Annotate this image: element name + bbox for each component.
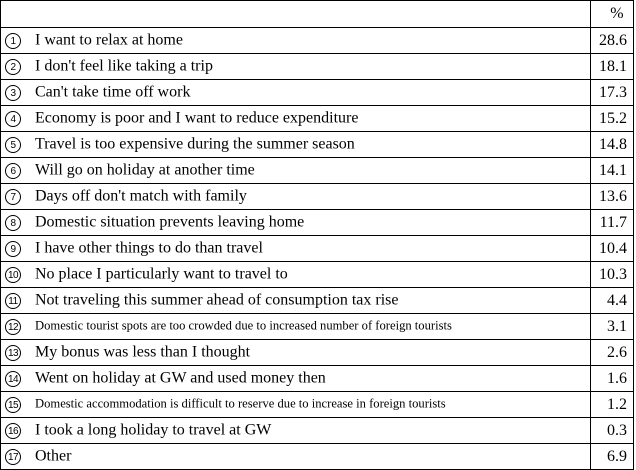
row-percent: 0.3	[590, 418, 633, 444]
row-label-cell	[1, 366, 591, 392]
table-row	[1, 158, 634, 184]
row-label: Not traveling this summer ahead of consumption tax rise	[35, 291, 399, 309]
row-percent: 2.6	[590, 340, 633, 366]
header-label-cell	[1, 1, 591, 28]
circled-number: 17	[5, 449, 21, 465]
table-row	[1, 184, 634, 210]
table-row	[1, 80, 634, 106]
row-label-cell	[1, 158, 591, 184]
row-label-cell	[1, 28, 591, 54]
row-percent: 18.1	[590, 54, 633, 80]
table-row	[1, 132, 634, 158]
row-label-cell	[1, 184, 591, 210]
table-row	[1, 444, 634, 470]
table-row	[1, 236, 634, 262]
row-label: Economy is poor and I want to reduce expenditure	[35, 109, 359, 127]
circled-number: 8	[5, 215, 21, 231]
row-percent: 14.8	[590, 132, 633, 158]
row-percent: 14.1	[590, 158, 633, 184]
table-row	[1, 366, 634, 392]
row-label: Can't take time off work	[35, 83, 191, 101]
table-row	[1, 210, 634, 236]
row-label: Domestic situation prevents leaving home	[35, 213, 305, 231]
table-row	[1, 28, 634, 54]
row-percent: 1.2	[590, 392, 633, 418]
circled-number: 4	[5, 111, 21, 127]
row-label: Days off don't match with family	[35, 187, 247, 205]
circled-number: 2	[5, 59, 21, 75]
row-label: I want to relax at home	[35, 31, 183, 49]
row-percent: 15.2	[590, 106, 633, 132]
row-label-cell	[1, 80, 591, 106]
row-label-cell	[1, 132, 591, 158]
row-percent: 13.6	[590, 184, 633, 210]
circled-number: 10	[5, 267, 21, 283]
table-row	[1, 392, 634, 418]
row-label-cell	[1, 54, 591, 80]
row-label-cell	[1, 288, 591, 314]
circled-number: 12	[5, 319, 21, 335]
table-row	[1, 340, 634, 366]
circled-number: 9	[5, 241, 21, 257]
row-label-cell	[1, 444, 591, 470]
row-percent: 10.3	[590, 262, 633, 288]
table-row	[1, 262, 634, 288]
row-label: Travel is too expensive during the summer season	[35, 135, 355, 153]
circled-number: 14	[5, 371, 21, 387]
circled-number: 1	[5, 33, 21, 49]
circled-number: 7	[5, 189, 21, 205]
row-label-cell	[1, 236, 591, 262]
table-row	[1, 288, 634, 314]
row-label: I don't feel like taking a trip	[35, 57, 213, 75]
row-label: I took a long holiday to travel at GW	[35, 421, 272, 439]
row-label: Other	[35, 447, 72, 465]
table-row	[1, 418, 634, 444]
row-label-cell	[1, 314, 591, 340]
table-row	[1, 314, 634, 340]
row-label-cell	[1, 340, 591, 366]
row-percent: 11.7	[590, 210, 633, 236]
table-row	[1, 54, 634, 80]
row-percent: 10.4	[590, 236, 633, 262]
row-label: I have other things to do than travel	[35, 239, 263, 257]
row-label-cell	[1, 262, 591, 288]
row-label: Will go on holiday at another time	[35, 161, 255, 179]
row-percent: 6.9	[590, 444, 633, 470]
circled-number: 3	[5, 85, 21, 101]
row-label-cell	[1, 106, 591, 132]
table-header-row	[1, 1, 634, 28]
circled-number: 11	[5, 293, 21, 309]
row-label: Domestic tourist spots are too crowded due to increased number of foreign tourists	[35, 319, 452, 334]
row-percent: 28.6	[590, 28, 633, 54]
row-label-cell	[1, 392, 591, 418]
row-label: Went on holiday at GW and used money then	[35, 369, 326, 387]
row-label-cell	[1, 210, 591, 236]
row-percent: 3.1	[590, 314, 633, 340]
row-label: No place I particularly want to travel to	[35, 265, 288, 283]
row-label-cell	[1, 418, 591, 444]
row-label: My bonus was less than I thought	[35, 343, 251, 361]
header-percent-cell: %	[590, 1, 633, 28]
circled-number: 13	[5, 345, 21, 361]
circled-number: 15	[5, 397, 21, 413]
row-percent: 1.6	[590, 366, 633, 392]
circled-number: 6	[5, 163, 21, 179]
row-percent: 17.3	[590, 80, 633, 106]
table-row	[1, 106, 634, 132]
row-percent: 4.4	[590, 288, 633, 314]
row-label: Domestic accommodation is difficult to reserve due to increase in foreign tourists	[35, 397, 446, 412]
circled-number: 16	[5, 423, 21, 439]
circled-number: 5	[5, 137, 21, 153]
